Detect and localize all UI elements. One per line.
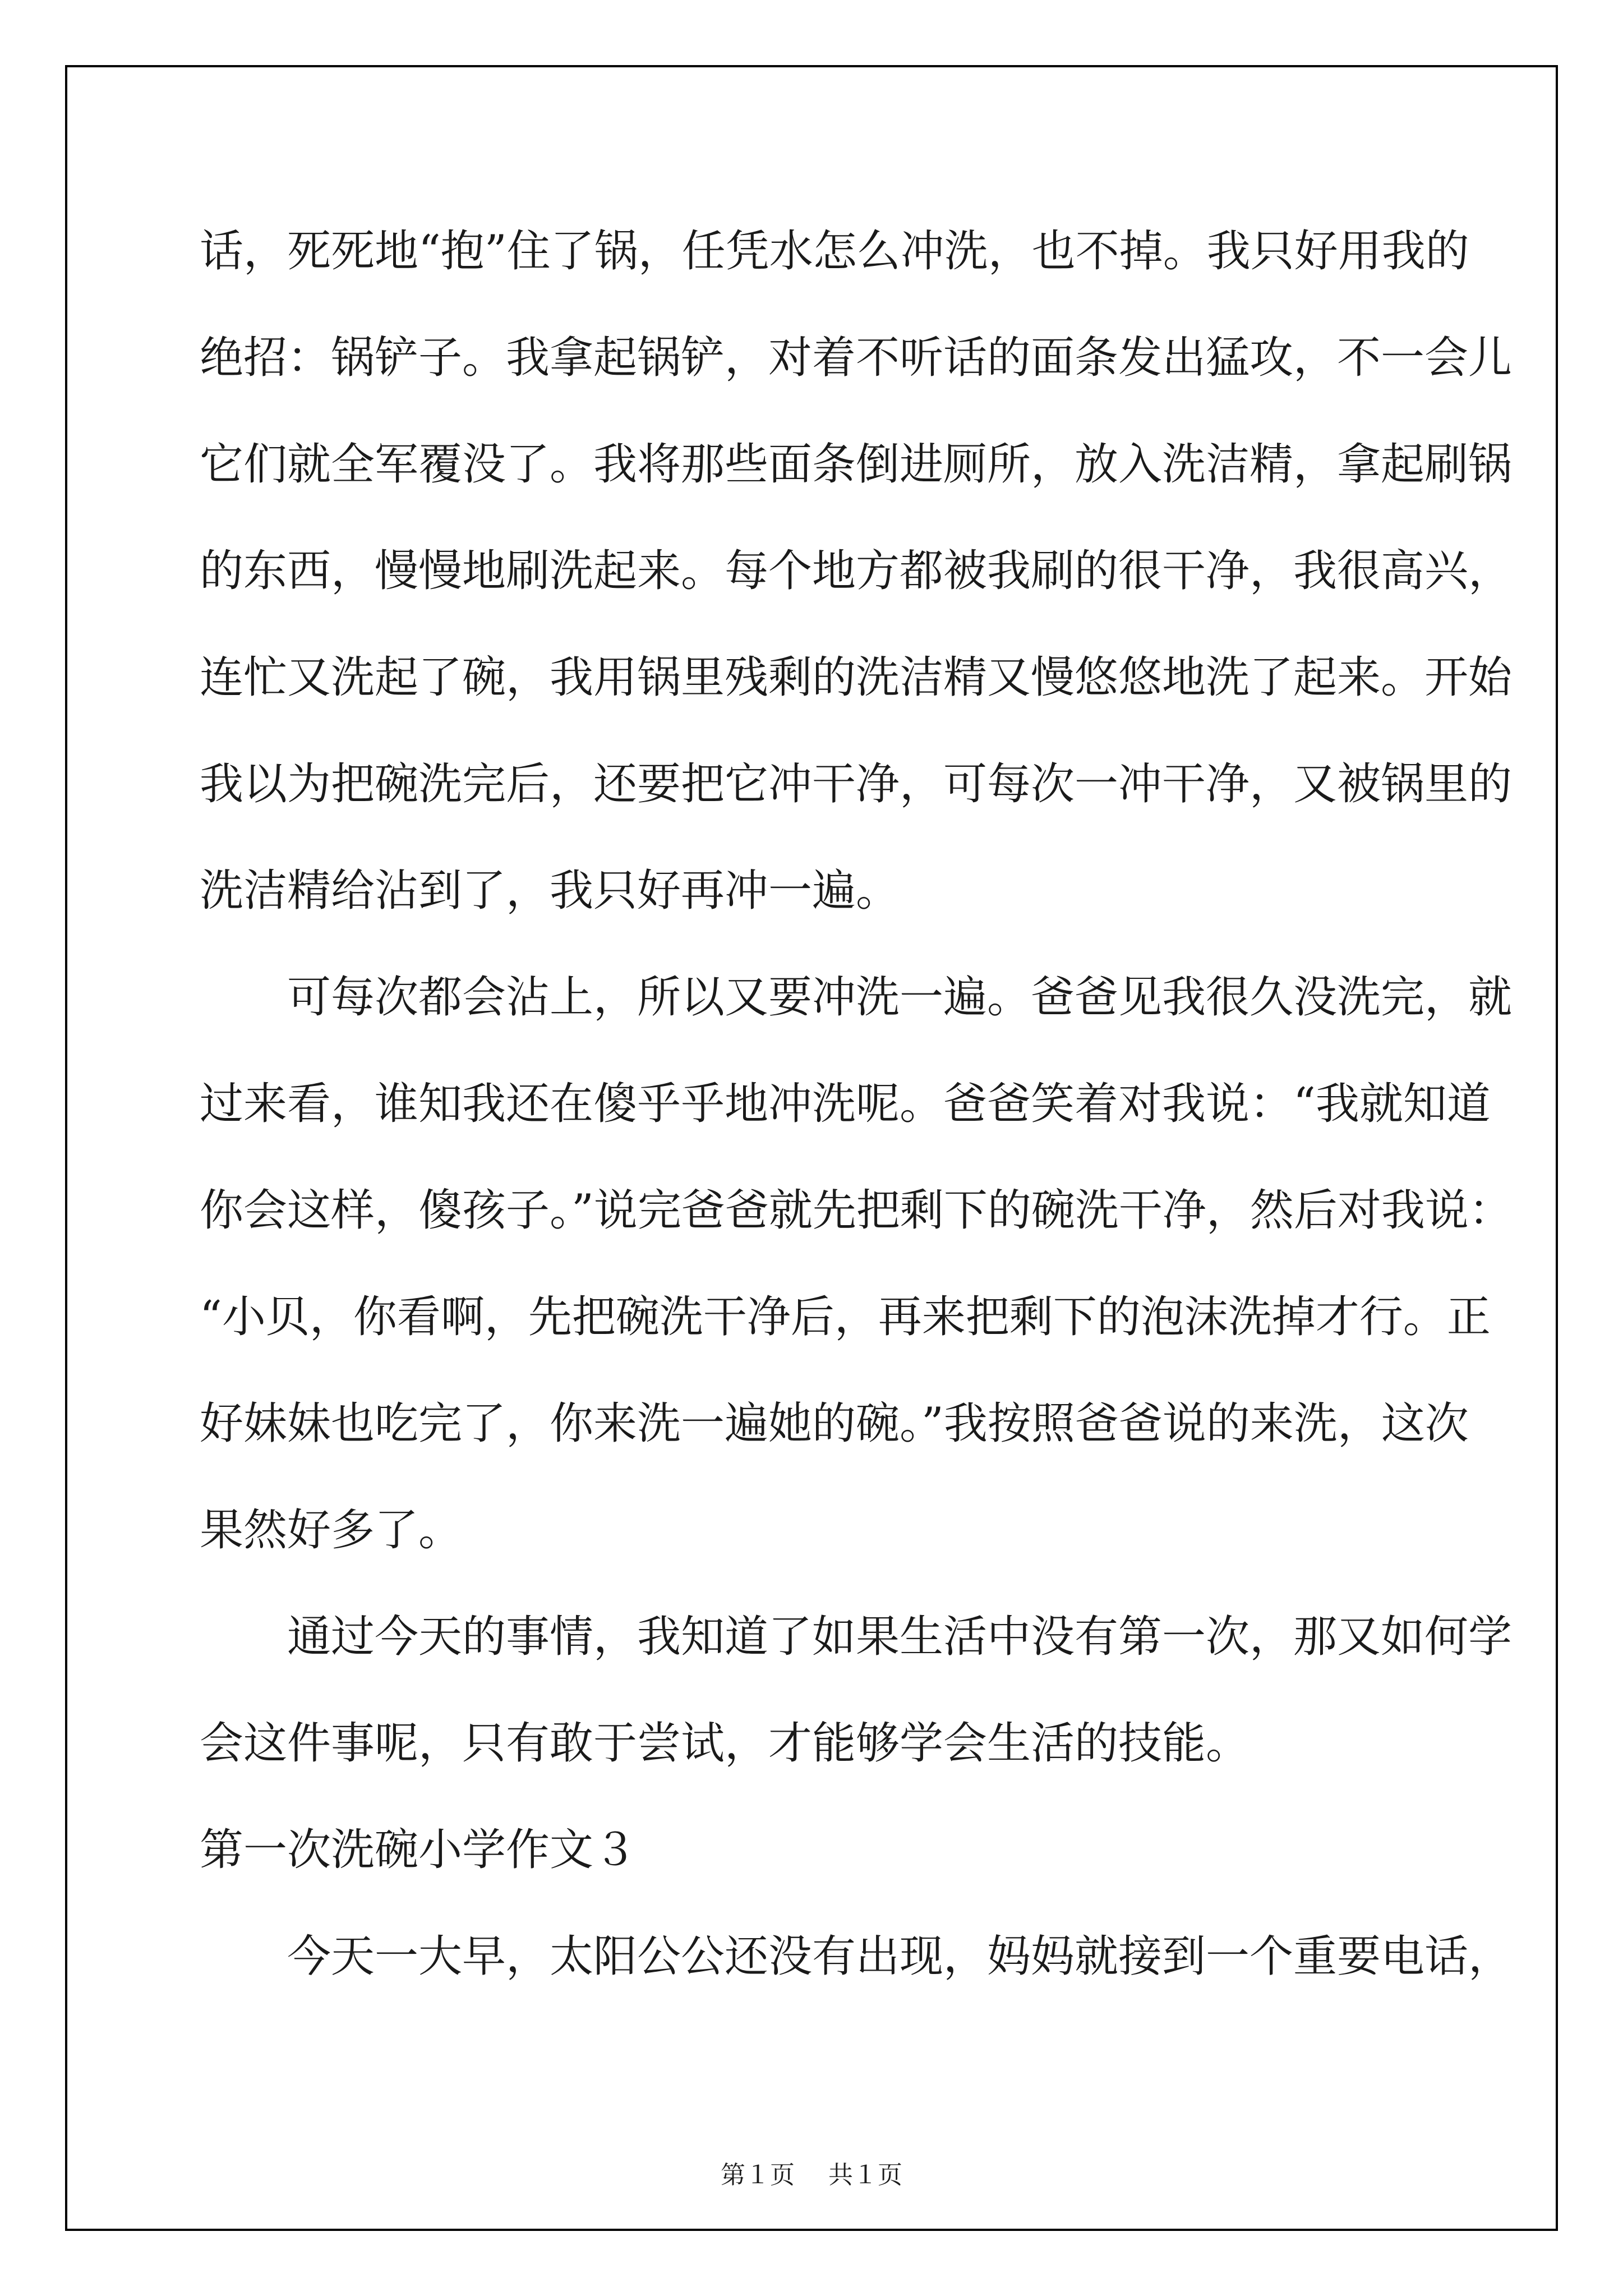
text-line: 你会这样，傻孩子。”说完爸爸就先把剩下的碗洗干净，然后对我说： [200, 1185, 1513, 1236]
text-line: 今天一大早，太阳公公还没有出现，妈妈就接到一个重要电话， [200, 1931, 1513, 1982]
text-line: 我以为把碗洗完后，还要把它冲干净，可每次一冲干净，又被锅里的 [200, 759, 1513, 809]
text-line: 果然好多了。 [200, 1505, 463, 1556]
text-line: 可每次都会沾上，所以又要冲洗一遍。爸爸见我很久没洗完，就 [200, 972, 1513, 1023]
text-line: 过来看，谁知我还在傻乎乎地冲洗呢。爸爸笑着对我说：“我就知道 [200, 1079, 1491, 1129]
text-line: 洗洁精给沾到了，我只好再冲一遍。 [200, 866, 900, 916]
text-line: 好妹妹也吃完了，你来洗一遍她的碗。”我按照爸爸说的来洗，这次 [200, 1398, 1469, 1449]
page-footer [0, 2159, 1623, 2192]
section-heading: 第一次洗碗小学作文３ [200, 1825, 638, 1875]
text-line: 它们就全军覆没了。我将那些面条倒进厕所，放入洗洁精，拿起刷锅 [200, 439, 1513, 490]
text-line: 的东西，慢慢地刷洗起来。每个地方都被我刷的很干净，我很高兴， [200, 546, 1513, 596]
text-line: “小贝，你看啊，先把碗洗干净后，再来把剩下的泡沫洗掉才行。正 [200, 1292, 1491, 1342]
text-line: 话，死死地“抱”住了锅，任凭水怎么冲洗，也不掉。我只好用我的 [200, 226, 1469, 277]
page-border [65, 65, 1558, 2231]
text-line: 会这件事呢，只有敢于尝试，才能够学会生活的技能。 [200, 1718, 1250, 1769]
text-line: 连忙又洗起了碗，我用锅里残剩的洗洁精又慢悠悠地洗了起来。开始 [200, 652, 1513, 703]
text-line: 绝招：锅铲子。我拿起锅铲，对着不听话的面条发出猛攻，不一会儿 [200, 333, 1513, 383]
page-number-current: 第１页 [721, 2161, 795, 2189]
page-number-total: 共１页 [828, 2161, 902, 2189]
text-line: 通过今天的事情，我知道了如果生活中没有第一次，那又如何学 [200, 1612, 1513, 1662]
